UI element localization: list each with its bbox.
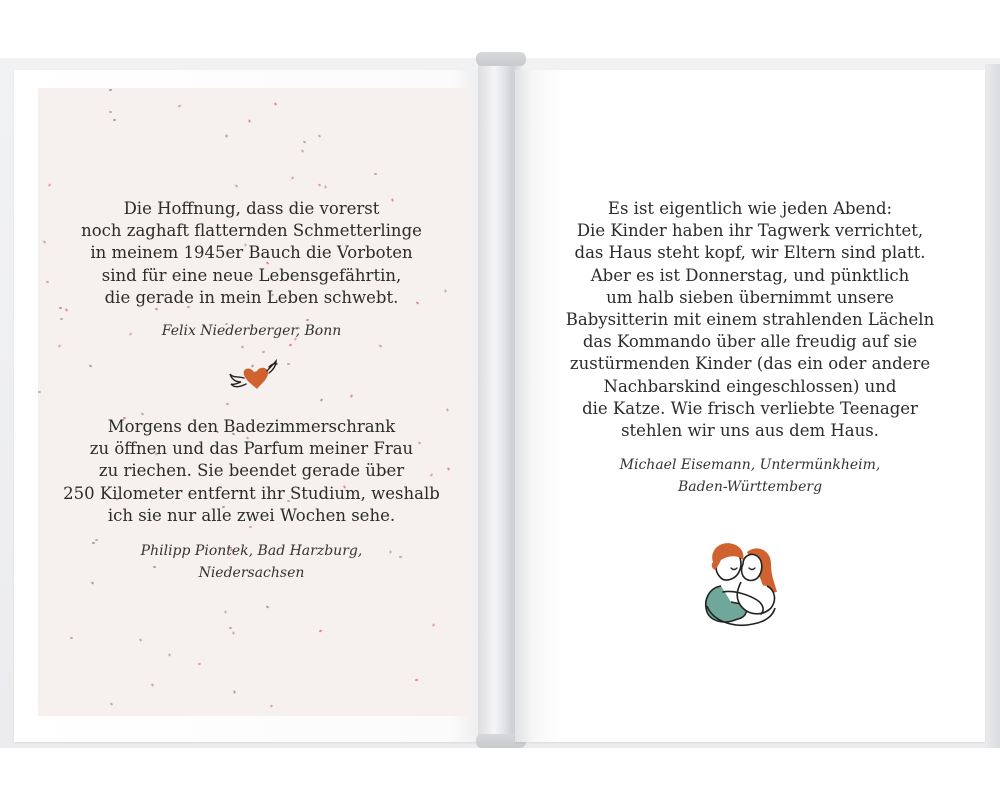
author-line: Baden-Württemberg <box>677 479 823 495</box>
paper-speck <box>266 605 270 608</box>
quote-line: die gerade in mein Leben schwebt. <box>104 287 399 307</box>
paper-speck <box>318 134 322 137</box>
paper-speck <box>287 363 290 365</box>
paper-speck <box>198 663 201 666</box>
winged-heart-icon <box>224 358 280 398</box>
quote-line: sind für eine neue Lebensgefährtin, <box>101 265 402 285</box>
paper-speck <box>446 408 449 412</box>
quote-line: ich sie nur alle zwei Wochen sehe. <box>107 505 396 525</box>
embracing-couple-icon <box>691 534 787 630</box>
paper-speck <box>248 119 250 122</box>
quote-line: Die Kinder haben ihr Tagwerk verrichtet, <box>576 221 924 241</box>
paper-speck <box>48 183 51 187</box>
paper-speck <box>289 343 293 346</box>
paper-speck <box>178 104 182 108</box>
quote-line: 250 Kilometer entfernt ihr Studium, weshalb <box>63 483 440 503</box>
paper-speck <box>70 637 73 640</box>
paper-speck <box>432 623 435 627</box>
page-edge <box>985 64 1000 748</box>
paper-speck <box>139 638 143 641</box>
paper-speck <box>224 610 227 613</box>
author-line: Niedersachsen <box>198 565 305 581</box>
paper-speck <box>241 345 245 349</box>
quote-line: zustürmenden Kinder (das ein oder andere <box>569 354 931 374</box>
paper-speck <box>109 89 112 91</box>
left-page <box>14 70 489 742</box>
quote-line: Es ist eigentlich wie jeden Abend: <box>607 199 893 218</box>
quote-line: noch zaghaft flatternden Schmetterlinge <box>81 221 422 241</box>
paper-speck <box>350 394 353 398</box>
paper-speck <box>379 344 383 347</box>
spine-cap-top <box>476 52 526 66</box>
paper-speck <box>151 683 154 687</box>
author-line: Philipp Piontek, Bad Harzburg, <box>140 543 363 559</box>
paper-speck <box>374 173 377 175</box>
right-page <box>515 70 985 742</box>
paper-speck <box>58 344 61 348</box>
quote-line: Aber es ist Donnerstag, und pünktlich <box>590 265 910 285</box>
paper-speck <box>301 149 304 153</box>
paper-speck <box>235 184 238 188</box>
quote-line: das Haus steht kopf, wir Eltern sind platt. <box>574 243 926 263</box>
paper-speck <box>232 631 234 634</box>
paper-speck <box>262 351 265 354</box>
quote-line: zu riechen. Sie beendet gerade über <box>98 461 405 481</box>
paper-speck <box>274 102 277 106</box>
quote-line: Die Hoffnung, dass die vorerst <box>123 199 380 218</box>
paper-speck <box>89 364 93 367</box>
paper-speck <box>233 690 236 693</box>
quote-line: das Kommando über alle freudig auf sie <box>582 332 918 352</box>
quote-3-author <box>515 454 985 498</box>
paper-speck <box>303 141 306 144</box>
paper-speck <box>270 704 274 707</box>
quote-line: Morgens den Badezimmerschrank <box>107 417 396 436</box>
author-line: Felix Niederberger, Bonn <box>161 323 342 339</box>
quote-line: Babysitterin mit einem strahlenden Lächeln <box>565 310 935 330</box>
quote-line: stehlen wir uns aus dem Haus. <box>621 421 879 441</box>
quote-3 <box>515 198 985 442</box>
paper-speck <box>229 627 232 630</box>
speckled-paper-panel <box>38 88 468 716</box>
quote-line: zu öffnen und das Parfum meiner Frau <box>89 439 414 459</box>
paper-speck <box>38 391 41 393</box>
quote-line: Nachbarskind eingeschlossen) und <box>603 376 897 396</box>
quote-1 <box>14 198 489 309</box>
author-line: Michael Eisemann, Untermünkheim, <box>619 457 881 473</box>
paper-speck <box>320 398 323 402</box>
paper-speck <box>109 111 112 113</box>
quote-2-author <box>14 540 489 584</box>
quote-line: in meinem 1945er Bauch die Vorboten <box>90 243 413 263</box>
paper-speck <box>318 183 322 186</box>
paper-speck <box>291 176 294 180</box>
quote-2 <box>14 416 489 527</box>
paper-speck <box>319 629 323 632</box>
paper-speck <box>113 119 116 121</box>
quote-line: um halb sieben übernimmt unsere <box>606 287 894 307</box>
quote-line: die Katze. Wie frisch verliebte Teenager <box>582 398 918 418</box>
paper-speck <box>226 403 230 406</box>
paper-speck <box>324 185 326 188</box>
paper-speck <box>110 702 114 705</box>
paper-speck <box>415 679 418 681</box>
quote-1-author <box>14 320 489 342</box>
paper-speck <box>168 653 171 656</box>
paper-speck <box>225 134 227 137</box>
